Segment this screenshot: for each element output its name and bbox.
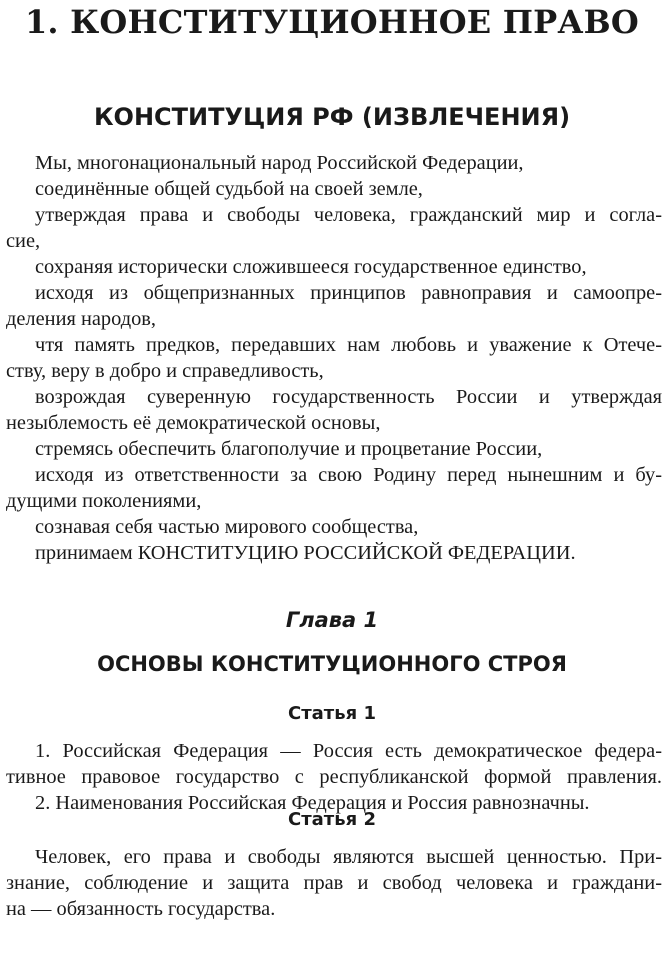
preamble-line: ству, веру в добро и справедливость, [6, 360, 324, 382]
preamble [6, 150, 662, 566]
article-1-line: 2. Наименования Российская Федерация и Россия равнозначны. [35, 792, 590, 814]
article-2-line: знание, соблюдение и защита прав и свобод человека и граждани- [6, 872, 662, 894]
article-2-line: на — обязанность государства. [6, 898, 276, 920]
article-1-body [6, 738, 662, 816]
preamble-line: сохраняя исторически сложившееся государственное единство, [35, 256, 587, 278]
preamble-line: сие, [6, 230, 41, 252]
preamble-line: утверждая права и свободы человека, гражданский мир и согла- [35, 204, 662, 226]
document-title: КОНСТИТУЦИЯ РФ (ИЗВЛЕЧЕНИЯ) [93, 103, 571, 131]
preamble-line: исходя из ответственности за свою Родину перед нынешним и бу- [35, 464, 662, 486]
preamble-line: принимаем КОНСТИТУЦИЮ РОССИЙСКОЙ ФЕДЕРАЦИИ. [35, 542, 576, 564]
preamble-line: дущими поколениями, [6, 490, 202, 512]
section-title: 1. КОНСТИТУЦИОННОЕ ПРАВО [24, 3, 640, 41]
preamble-line: Мы, многонациональный народ Российской Федерации, [35, 152, 524, 174]
preamble-line: деления народов, [6, 308, 157, 330]
preamble-line: возрождая суверенную государственность России и утверждая [35, 386, 662, 408]
chapter-title: ОСНОВЫ КОНСТИТУЦИОННОГО СТРОЯ [97, 652, 567, 676]
article-2-line: Человек, его права и свободы являются высшей ценностью. При- [35, 846, 662, 868]
article-1-title: Статья 1 [288, 703, 376, 724]
chapter-number: Глава 1 [285, 608, 379, 632]
preamble-line: сознавая себя частью мирового сообщества, [35, 516, 419, 538]
preamble-line: исходя из общепризнанных принципов равноправия и самоопре- [35, 282, 662, 304]
article-2-body [6, 844, 662, 922]
article-1-line: 1. Российская Федерация — Россия есть демократическое федера- [35, 740, 662, 762]
article-1-line: тивное правовое государство с республиканской формой правления. [6, 766, 662, 788]
article-2-title: Статья 2 [288, 809, 376, 830]
preamble-line: незыблемость её демократической основы, [6, 412, 381, 434]
preamble-line: чтя память предков, передавших нам любовь и уважение к Отече- [35, 334, 662, 356]
preamble-line: соединённые общей судьбой на своей земле, [35, 178, 423, 200]
preamble-line: стремясь обеспечить благополучие и процветание России, [35, 438, 543, 460]
